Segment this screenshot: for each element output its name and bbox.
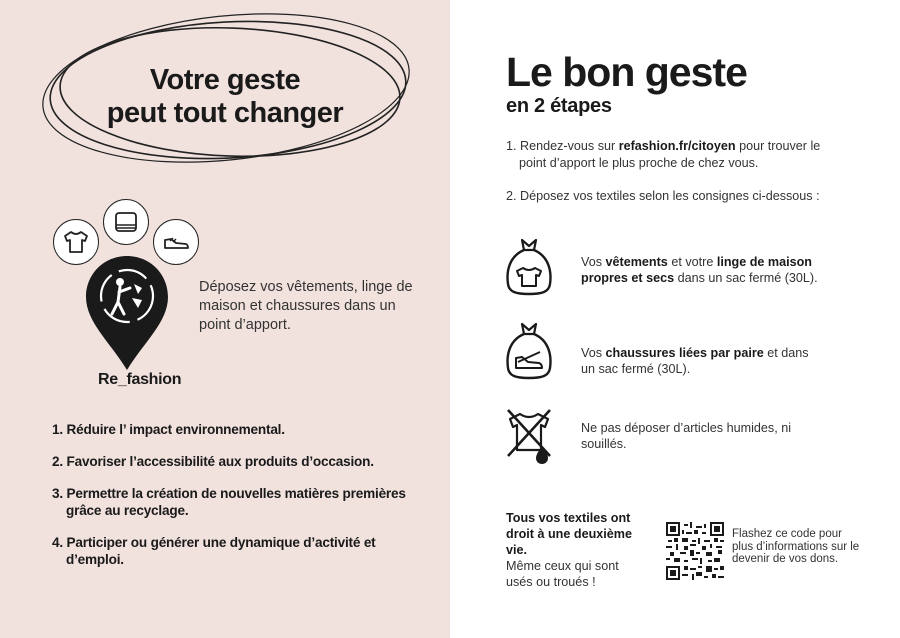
goals-list [52,421,432,583]
brand-logo: Re_fashion [98,371,182,388]
goal-item: 3. Permettre la création de nouvelles matières premières grâce au recyclage. [52,486,406,518]
page-subtitle: en 2 étapes [506,95,612,117]
hero-line-2: peut tout changer [106,97,344,129]
shoes-instruction [581,345,821,377]
linen-icon [103,199,149,245]
deposit-instructions: Déposez vos vêtements, linge de maison et chaussures dans un point d’apport. [199,279,413,333]
qr-caption: Flashez ce code pour plus d’informations sur le devenir de vos dons. [732,528,860,565]
recycle-person-icon [84,254,170,372]
tagline [506,510,636,590]
no-wet-items-icon [504,406,554,466]
item2-text-1: Vos [581,346,606,360]
hero-line-1: Votre geste [149,64,301,96]
item2-text-2: et dans un sac fermé (30L). [581,346,809,376]
clothes-instruction [581,254,821,286]
goal-item: 1. Réduire l’ impact environnemental. [52,422,285,437]
item1-bold-1: vêtements [605,255,668,269]
goal-item: 2. Favoriser l’accessibilité aux produits d’occasion. [52,454,374,469]
item2-bold-1: chaussures liées par paire [605,346,764,360]
step-1-suffix: pour trouver le point d’apport le plus proche de chez vous. [519,139,821,170]
item1-text-2: et votre [667,255,717,269]
citizen-link[interactable]: refashion.fr/citoyen [618,139,736,153]
wet-items-warning: Ne pas déposer d’articles humides, ni souillés. [581,421,792,451]
item1-text-1: Vos [581,255,606,269]
page-title: Le bon geste [506,49,747,95]
step-2: 2. Déposez vos textiles selon les consignes ci-dessous : [506,189,820,203]
step-1 [506,138,849,172]
qr-code[interactable] [666,522,724,580]
tagline-normal: Même ceux qui sont usés ou troués ! [506,559,619,589]
step-1-prefix: 1. Rendez-vous sur [506,139,619,153]
item1-text-3: dans un sac fermé (30L). [674,271,818,285]
shoes-bag-icon [504,320,554,380]
tagline-bold: Tous vos textiles ont droit à une deuxième vie. [506,511,632,557]
hero-title [60,64,390,130]
item1-bold-2: linge de maison propres et secs [581,255,813,285]
clothes-bag-icon [504,236,554,296]
goal-item: 4. Participer ou générer une dynamique d’activité et d’emploi. [52,535,376,567]
